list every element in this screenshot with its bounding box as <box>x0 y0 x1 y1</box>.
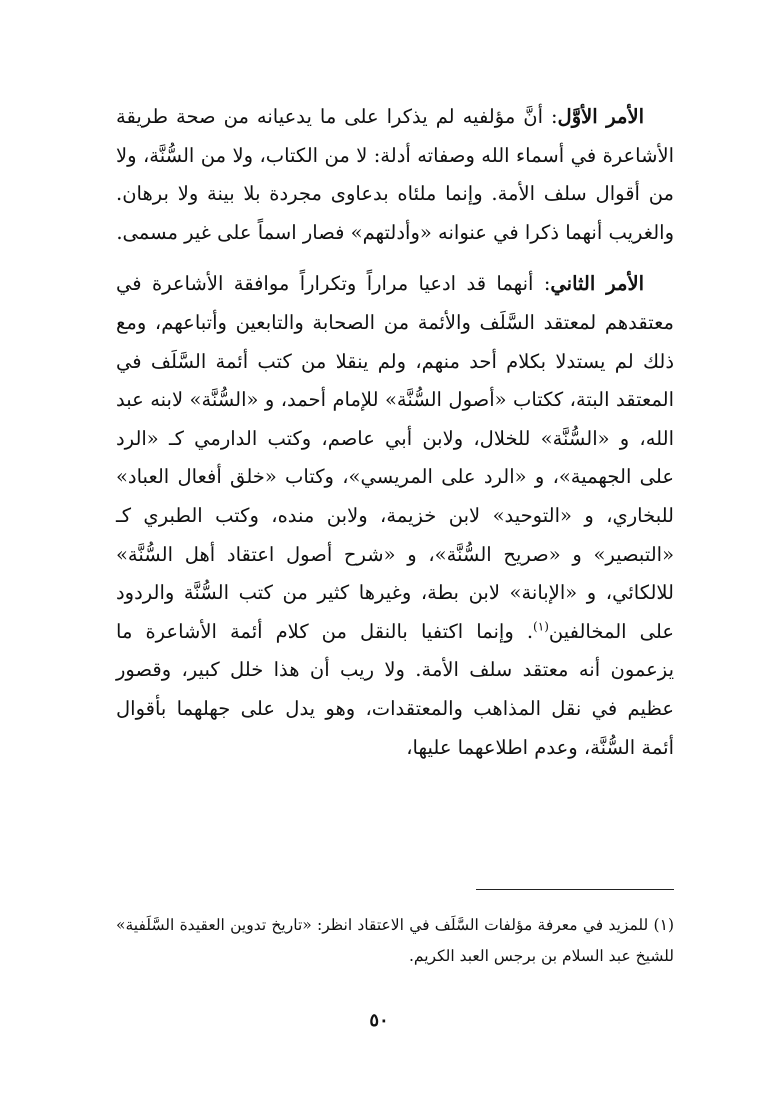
second-matter-text-continued: . وإنما اكتفيا بالنقل من كلام أئمة الأشاعرة ما يزعمون أنه معتقد سلف الأمة. ولا ريب أن هذا خلل كبير، وقصور عظيم في نقل المذاهب والمعتقدات، وهو يدل على جهلهما بأقوال أئمة السُّنَّة، وعدم اطلاعهما عليها، <box>116 619 674 759</box>
second-matter-heading: الأمر الثاني <box>550 272 644 296</box>
footnote <box>116 910 674 972</box>
first-matter-heading: الأمر الأوَّل <box>557 105 644 128</box>
footnote-reference: (١) <box>533 619 549 634</box>
footnote-separator <box>476 889 674 890</box>
main-text <box>116 98 674 780</box>
page-number: ٥٠ <box>369 1010 389 1031</box>
footnote-text: للمزيد في معرفة مؤلفات السَّلَف في الاعتقاد انظر: «تاريخ تدوين العقيدة السَّلَفية» للشيخ عبد السلام بن برجس العبد الكريم. <box>116 916 674 965</box>
paragraph-first-matter <box>116 98 674 252</box>
footnote-marker: (١) <box>653 916 674 934</box>
paragraph-second-matter <box>116 265 674 767</box>
first-matter-text: : أنَّ مؤلفيه لم يذكرا على ما يدعيانه من صحة طريقة الأشاعرة في أسماء الله وصفاته أدلة: لا من الكتاب، ولا من السُّنَّة، ولا من أقوال سلف الأمة. وإنما ملئاه بدعاوى مجردة بلا بينة ولا برهان. والغريب أنهما ذكرا في عنوانه «وأدلتهم» فصار اسماً على غير مسمى. <box>116 105 674 244</box>
second-matter-text: : أنهما قد ادعيا مراراً وتكراراً موافقة الأشاعرة في معتقدهم لمعتقد السَّلَف والأئمة من الصحابة والتابعين وأتباعهم، ومع ذلك لم يستدلا بكلام أحد منهم، ولم ينقلا من كتب أئمة السَّلَف في المعتقد البتة، ككتاب «أصول السُّنَّة» للإمام أحمد، و «السُّنَّة» لابنه عبد الله، و «السُّنَّة» للخلال، ولابن أبي عاصم، وكتب الدارمي كـ «الرد على الجهمية»، و «الرد على المريسي»، وكتاب «خلق أفعال العباد» للبخاري، و «التوحيد» لابن خزيمة، ولابن منده، وكتب الطبري كـ «التبصير» و «صريح السُّنَّة»، و «شرح أصول اعتقاد أهل السُّنَّة» للالكائي، و «الإبانة» لابن بطة، وغيرها كثير من كتب السُّنَّة والردود على المخالفين <box>116 272 674 643</box>
